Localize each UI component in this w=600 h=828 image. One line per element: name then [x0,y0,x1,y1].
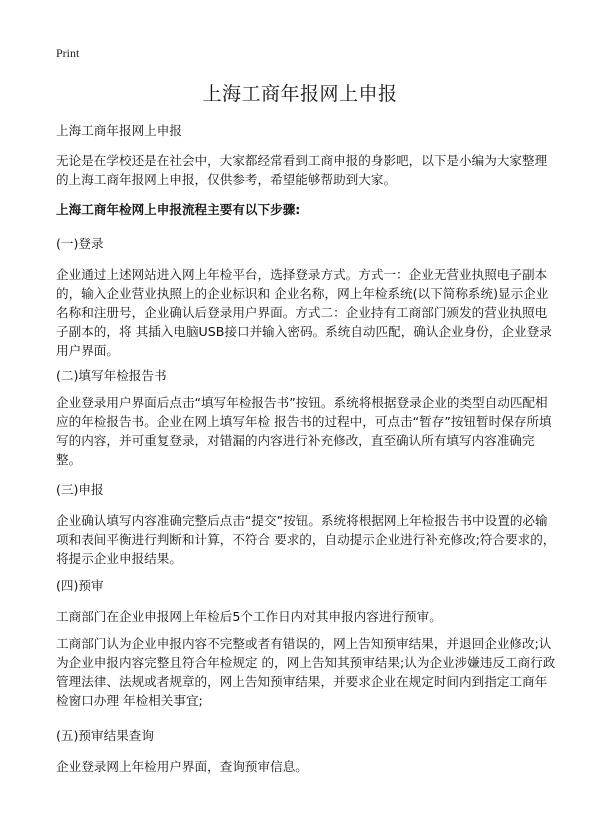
section-paragraph-prereview-1: 工商部门在企业申报网上年检后5个工作日内对其申报内容进行预审。 [56,609,442,624]
steps-heading: 上海工商年检网上申报流程主要有以下步骤: [56,202,301,217]
section-heading-prereview: (四)预审 [56,578,104,593]
section-heading-login: (一)登录 [56,236,104,251]
section-paragraph-prereview-2: 工商部门认为企业申报内容不完整或者有错误的，网上告知预审结果，并退回企业修改;认为企业申报内容完整且符合年检规定 的，网上告知其预审结果;认为企业涉嫌违反工商行政管理法律、法规或者规章的，网上告知预审结果，并要求企业在规定时间内到指定工商年检窗口办理 年检相关事宜; [56,636,556,708]
section-paragraph-fill-report: 企业登录用户界面后点击“填写年检报告书”按钮。系统将根据登录企业的类型自动匹配相应的年检报告书。企业在网上填写年检 报告书的过程中，可点击“暂存”按钮暂时保存所填写的内容，并可重复登录，对错漏的内容进行补充修改，直至确认所有填写内容准确完整。 [56,395,552,467]
section-paragraph-submit: 企业确认填写内容准确完整后点击“提交”按钮。系统将根据网上年检报告书中设置的必输项和表间平衡进行判断和计算，不符合 要求的，自动提示企业进行补充修改;符合要求的，将提示企业申报结果。 [56,513,556,566]
document-subtitle: 上海工商年报网上申报 [56,123,182,138]
section-paragraph-result-query: 企业登录网上年检用户界面，查询预审信息。 [56,759,308,774]
section-paragraph-login: 企业通过上述网站进入网上年检平台，选择登录方式。方式一：企业无营业执照电子副本的，输入企业营业执照上的企业标识和 企业名称，网上年检系统(以下简称系统)显示企业名称和注册号，企业确认后登录用户界面。方式二：企业持有工商部门颁发的营业执照电子副本的，将 其插入电脑USB接口并输入密码。系统自动匹配，确认企业身份，企业登录用户界面。 [56,267,552,358]
section-heading-submit: (三)申报 [56,482,104,497]
section-heading-fill-report: (二)填写年检报告书 [56,368,167,383]
print-label: Print [56,46,80,60]
section-heading-result-query: (五)预审结果查询 [56,728,154,743]
intro-paragraph: 无论是在学校还是在社会中，大家都经常看到工商申报的身影吧，以下是小编为大家整理的上海工商年报网上申报，仅供参考，希望能够帮助到大家。 [56,153,548,187]
document-title: 上海工商年报网上申报 [202,83,398,105]
